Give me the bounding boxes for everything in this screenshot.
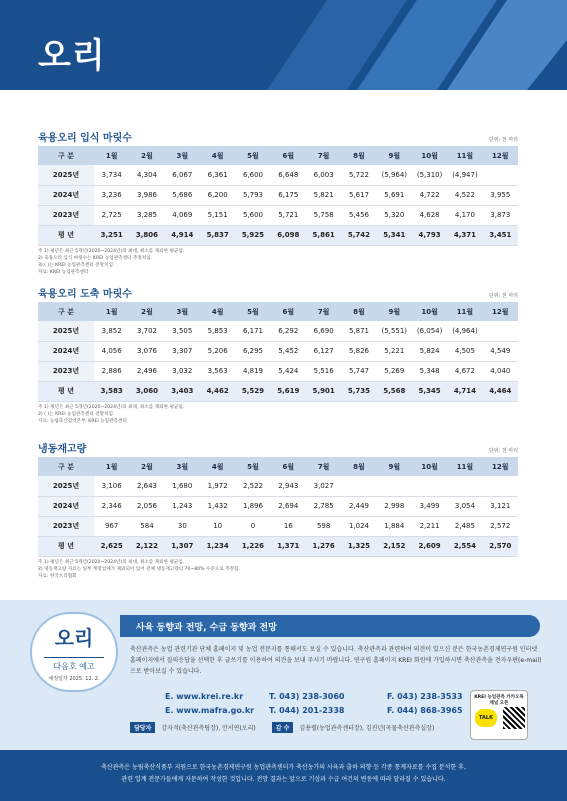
table-cell: 6,361 — [200, 165, 235, 185]
table-cell: 3,852 — [94, 321, 129, 341]
table-cell: 3,403 — [165, 381, 200, 401]
table-cell: 3,734 — [94, 165, 129, 185]
table-cell — [483, 321, 518, 341]
note-line: 자료: 한국오리협회 — [38, 573, 77, 579]
info-paragraph: 축산관측은 농업 관련기관 단체 홈페이지 및 농업 전문지를 통해서도 보실 수 있습니다. 축산관측과 관련하여 의견이 있으신 분은 한국농촌경제연구원 인터넷 홈페이지에서 질의응답을 선택한 후 글쓰기를 이용하여 의견을 보내 주시기 바랍니다. 연구원 홈페이지 KREI 회원에 가입하시면 축산관측을 전자우편(e-mail)으로 받아보실 수 있습니다. — [130, 646, 542, 675]
table-cell: 5,529 — [235, 381, 270, 401]
table-cell: 6,127 — [306, 341, 341, 361]
table-cell: 3,076 — [129, 341, 164, 361]
note-line: 2) 냉동재고량 자료는 일부 계열업체가 제외되어 있어 전체 냉동재고량의 70~80% 수준으로 추정됨. — [38, 566, 240, 572]
table-cell: 3,873 — [483, 205, 518, 225]
header-decoration — [267, 0, 567, 90]
column-header: 12월 — [483, 457, 518, 476]
table-cell: 3,027 — [306, 476, 341, 496]
table-cell — [412, 476, 447, 496]
contacts — [165, 690, 463, 718]
staff-names: 강자석(축산관측팀장), 안서연(오리) — [161, 725, 256, 732]
table-cell: 2,056 — [129, 496, 164, 516]
table-cell: 2,449 — [341, 496, 376, 516]
row-label: 2023년 — [38, 361, 94, 381]
footer — [0, 750, 567, 801]
column-header: 2월 — [129, 302, 164, 321]
row-label: 2023년 — [38, 516, 94, 536]
column-header: 11월 — [447, 457, 482, 476]
footer-line-1: 축산관측은 농림축산식품부 지원으로 한국농촌경제연구원 농업관측센터가 축산농가의 사육과 출하 의향 등 각종 통계자료를 수집 분석한 후, — [101, 764, 466, 771]
table-cell: (5,964) — [377, 165, 412, 185]
column-header: 5월 — [235, 146, 270, 165]
table-cell: 2,886 — [94, 361, 129, 381]
row-label: 2024년 — [38, 496, 94, 516]
badge-title: 오리 — [54, 626, 94, 650]
column-header: 8월 — [341, 302, 376, 321]
table-section — [38, 288, 518, 425]
column-header: 1월 — [94, 302, 129, 321]
table-cell: 2,643 — [129, 476, 164, 496]
table-cell: 2,496 — [129, 361, 164, 381]
table-cell: 6,295 — [235, 341, 270, 361]
column-header: 10월 — [412, 302, 447, 321]
column-header: 구 분 — [38, 302, 94, 321]
table-row — [38, 536, 518, 556]
column-header: 구 분 — [38, 457, 94, 476]
table-cell: 3,986 — [129, 185, 164, 205]
table-cell: 3,285 — [129, 205, 164, 225]
table-cell: 3,505 — [165, 321, 200, 341]
table-cell: 3,451 — [483, 225, 518, 245]
table-cell: 6,200 — [200, 185, 235, 205]
table-cell: 967 — [94, 516, 129, 536]
table-cell: 5,824 — [412, 341, 447, 361]
table-cell: 1,884 — [377, 516, 412, 536]
table-cell: 16 — [271, 516, 306, 536]
kakao-talk-icon: TALK — [475, 709, 497, 727]
table-cell: 3,251 — [94, 225, 129, 245]
column-header: 4월 — [200, 146, 235, 165]
fax-krei: F. 043) 238-3533 — [387, 692, 463, 701]
table-row — [38, 185, 518, 205]
table-section — [38, 132, 518, 276]
table-notes — [38, 404, 518, 425]
table-cell: 3,499 — [412, 496, 447, 516]
table-cell: 5,742 — [341, 225, 376, 245]
table-cell: 2,152 — [377, 536, 412, 556]
table-cell: 4,793 — [412, 225, 447, 245]
table-cell: 3,563 — [200, 361, 235, 381]
table-cell: 5,686 — [165, 185, 200, 205]
table-notes — [38, 248, 518, 276]
table-cell: 598 — [306, 516, 341, 536]
table-cell: 4,371 — [447, 225, 482, 245]
table-cell: 2,943 — [271, 476, 306, 496]
review-label: 감 수 — [272, 722, 294, 733]
column-header: 9월 — [377, 146, 412, 165]
table-cell: 5,516 — [306, 361, 341, 381]
note-line: 자료: 농림축산검역본부, KREI 농업관측센터 — [38, 418, 127, 424]
table-row — [38, 165, 518, 185]
table-cell: 6,003 — [306, 165, 341, 185]
table-cell: 4,464 — [483, 381, 518, 401]
table-row — [38, 361, 518, 381]
table-cell: 3,121 — [483, 496, 518, 516]
row-label: 평 년 — [38, 536, 94, 556]
table-header-row — [38, 146, 518, 165]
column-header: 6월 — [271, 146, 306, 165]
table-cell: 5,826 — [341, 341, 376, 361]
table-title: 냉동재고량 — [38, 444, 87, 455]
table-section — [38, 443, 518, 580]
badge-date: 예정일자 2025. 12. 2. — [48, 676, 100, 682]
table-cell: 1,371 — [271, 536, 306, 556]
table-cell: 5,853 — [200, 321, 235, 341]
table-cell — [447, 476, 482, 496]
column-header: 4월 — [200, 302, 235, 321]
table-header-row — [38, 302, 518, 321]
table-cell: 4,672 — [447, 361, 482, 381]
table-unit: 단위: 천 마리 — [488, 448, 518, 454]
row-label: 2025년 — [38, 165, 94, 185]
data-table — [38, 302, 518, 402]
footer-line-2: 관련 업계 전문가들에게 자문하여 작성한 것입니다. 전망 결과는 앞으로 기상과 수급 여건의 변동에 따라 달라질 수 있습니다. — [121, 776, 446, 783]
table-cell: 3,106 — [94, 476, 129, 496]
column-header: 11월 — [447, 302, 482, 321]
table-cell: 5,747 — [341, 361, 376, 381]
table-title: 육용오리 도축 마릿수 — [38, 289, 132, 300]
column-header: 12월 — [483, 146, 518, 165]
table-cell: 6,098 — [271, 225, 306, 245]
column-header: 3월 — [165, 457, 200, 476]
table-cell: 1,896 — [235, 496, 270, 516]
phone-mafra: T. 044) 201-2338 — [269, 706, 345, 715]
table-cell: 5,735 — [341, 381, 376, 401]
table-unit: 단위: 천 마리 — [488, 137, 518, 143]
table-cell: 3,236 — [94, 185, 129, 205]
note-line: 자료: KREI 농업관측센터 — [38, 269, 89, 275]
kakao-label: KREI 농업관측 카카오톡 채널 오픈 — [474, 695, 524, 706]
phone-krei: T. 043) 238-3060 — [269, 692, 345, 701]
table-cell: 2,522 — [235, 476, 270, 496]
table-cell: 4,170 — [447, 205, 482, 225]
table-cell: 2,122 — [129, 536, 164, 556]
table-cell: 2,694 — [271, 496, 306, 516]
table-cell: 2,625 — [94, 536, 129, 556]
table-cell: 5,619 — [271, 381, 306, 401]
next-issue-topics: 사육 동향과 전망, 수급 동향과 전망 — [136, 623, 277, 633]
table-cell: 1,024 — [341, 516, 376, 536]
table-cell: 5,452 — [271, 341, 306, 361]
table-cell: 3,307 — [165, 341, 200, 361]
table-row — [38, 381, 518, 401]
note-line: 2) ( )는 KREI 농업관측센터 전망치임. — [38, 411, 115, 417]
note-line: 3) ( )는 KREI 농업관측센터 전망치임. — [38, 262, 115, 268]
column-header: 1월 — [94, 457, 129, 476]
page-header — [0, 0, 567, 90]
next-issue-bar — [120, 615, 540, 637]
table-cell: 30 — [165, 516, 200, 536]
column-header: 6월 — [271, 457, 306, 476]
table-cell: 3,060 — [129, 381, 164, 401]
table-cell: 6,600 — [235, 165, 270, 185]
table-cell: (4,964) — [447, 321, 482, 341]
table-cell: 2,211 — [412, 516, 447, 536]
table-cell: 4,914 — [165, 225, 200, 245]
table-cell: 4,505 — [447, 341, 482, 361]
column-header: 9월 — [377, 302, 412, 321]
table-cell: (4,947) — [447, 165, 482, 185]
table-cell: 4,462 — [200, 381, 235, 401]
table-cell: 3,032 — [165, 361, 200, 381]
table-cell: 5,269 — [377, 361, 412, 381]
table-notes — [38, 559, 518, 580]
kakao-channel-box[interactable] — [470, 690, 528, 740]
staff-line — [130, 722, 434, 733]
table-cell: 2,725 — [94, 205, 129, 225]
column-header: 2월 — [129, 146, 164, 165]
note-line: 주 1) 평년은 최근 5개년(2020~2024년)의 최대, 최소를 제외한 평균임. — [38, 404, 185, 410]
table-cell: 1,226 — [235, 536, 270, 556]
table-cell: 3,583 — [94, 381, 129, 401]
column-header: 10월 — [412, 457, 447, 476]
table-cell: 3,806 — [129, 225, 164, 245]
column-header: 구 분 — [38, 146, 94, 165]
table-cell: 2,572 — [483, 516, 518, 536]
table-cell — [377, 476, 412, 496]
column-header: 4월 — [200, 457, 235, 476]
table-cell: 1,243 — [165, 496, 200, 516]
table-cell: 4,069 — [165, 205, 200, 225]
table-cell: 1,325 — [341, 536, 376, 556]
table-cell: 5,320 — [377, 205, 412, 225]
fax-mafra: F. 044) 868-3965 — [387, 706, 463, 715]
row-label: 2023년 — [38, 205, 94, 225]
note-line: 주 1) 평년은 최근 5개년(2020~2024년)의 최대, 최소를 제외한 평균임. — [38, 248, 185, 254]
data-table — [38, 146, 518, 246]
table-cell: 4,628 — [412, 205, 447, 225]
page-title: 오리 — [38, 36, 106, 76]
table-cell: 5,600 — [235, 205, 270, 225]
table-cell: 6,171 — [235, 321, 270, 341]
row-label: 2024년 — [38, 185, 94, 205]
table-cell: 6,648 — [271, 165, 306, 185]
column-header: 9월 — [377, 457, 412, 476]
table-cell: (5,310) — [412, 165, 447, 185]
column-header: 12월 — [483, 302, 518, 321]
table-cell: 6,292 — [271, 321, 306, 341]
table-cell: 1,307 — [165, 536, 200, 556]
table-cell: 5,341 — [377, 225, 412, 245]
table-cell: 0 — [235, 516, 270, 536]
table-cell: 4,819 — [235, 361, 270, 381]
table-cell: 2,785 — [306, 496, 341, 516]
table-cell: 5,456 — [341, 205, 376, 225]
table-cell: 5,925 — [235, 225, 270, 245]
table-cell: 5,617 — [341, 185, 376, 205]
column-header: 7월 — [306, 457, 341, 476]
column-header: 10월 — [412, 146, 447, 165]
table-cell: 5,722 — [341, 165, 376, 185]
table-cell: 6,690 — [306, 321, 341, 341]
table-cell: 4,522 — [447, 185, 482, 205]
table-cell: 3,702 — [129, 321, 164, 341]
table-cell: 5,821 — [306, 185, 341, 205]
table-cell: 5,871 — [341, 321, 376, 341]
table-cell: 4,714 — [447, 381, 482, 401]
table-row — [38, 225, 518, 245]
column-header: 3월 — [165, 302, 200, 321]
table-cell: 1,680 — [165, 476, 200, 496]
table-cell: 1,234 — [200, 536, 235, 556]
table-cell: (6,054) — [412, 321, 447, 341]
qr-code-icon — [503, 707, 525, 729]
table-cell: 2,554 — [447, 536, 482, 556]
table-cell: 6,067 — [165, 165, 200, 185]
table-row — [38, 321, 518, 341]
table-cell: 6,175 — [271, 185, 306, 205]
badge-subtitle: 다음호 예고 — [44, 657, 104, 672]
row-label: 2025년 — [38, 476, 94, 496]
website-link-mafra[interactable]: E. www.mafra.go.kr — [165, 706, 255, 715]
table-title: 육용오리 입식 마릿수 — [38, 133, 132, 144]
table-cell: 4,056 — [94, 341, 129, 361]
column-header: 1월 — [94, 146, 129, 165]
table-cell: 4,722 — [412, 185, 447, 205]
note-line: 2) 육용오리 입식 마릿수는 KREI 농업관측센터 추정치임. — [38, 255, 153, 261]
table-cell: 2,998 — [377, 496, 412, 516]
column-header: 7월 — [306, 146, 341, 165]
table-cell: 4,040 — [483, 361, 518, 381]
row-label: 평 년 — [38, 225, 94, 245]
table-cell: 2,485 — [447, 516, 482, 536]
column-header: 3월 — [165, 146, 200, 165]
table-cell — [483, 165, 518, 185]
table-cell: 5,721 — [271, 205, 306, 225]
table-cell: 4,549 — [483, 341, 518, 361]
website-link-krei[interactable]: E. www.krei.re.kr — [165, 692, 244, 701]
review-names: 김용렬(농업관측센터장), 김진년(곡물축산관측실장) — [299, 725, 435, 732]
table-cell: 2,570 — [483, 536, 518, 556]
table-cell: 5,348 — [412, 361, 447, 381]
column-header: 8월 — [341, 146, 376, 165]
table-cell: 5,221 — [377, 341, 412, 361]
table-cell: 5,861 — [306, 225, 341, 245]
table-row — [38, 476, 518, 496]
row-label: 2025년 — [38, 321, 94, 341]
table-cell: 1,276 — [306, 536, 341, 556]
table-cell: 3,955 — [483, 185, 518, 205]
table-cell: 3,054 — [447, 496, 482, 516]
column-header: 7월 — [306, 302, 341, 321]
table-cell: 5,151 — [200, 205, 235, 225]
column-header: 5월 — [235, 457, 270, 476]
table-cell: 5,758 — [306, 205, 341, 225]
table-cell — [483, 476, 518, 496]
table-cell: 5,424 — [271, 361, 306, 381]
table-cell: 1,432 — [200, 496, 235, 516]
table-cell: 5,568 — [377, 381, 412, 401]
table-header-row — [38, 457, 518, 476]
column-header: 11월 — [447, 146, 482, 165]
next-issue-badge — [30, 612, 118, 692]
column-header: 5월 — [235, 302, 270, 321]
table-cell: 5,901 — [306, 381, 341, 401]
note-line: 주 1) 평년은 최근 5개년(2020~2024년)의 최대, 최소를 제외한 평균임. — [38, 559, 185, 565]
table-cell: 4,304 — [129, 165, 164, 185]
table-cell: 5,345 — [412, 381, 447, 401]
data-table — [38, 457, 518, 557]
column-header: 6월 — [271, 302, 306, 321]
table-cell: 5,206 — [200, 341, 235, 361]
table-cell: 2,609 — [412, 536, 447, 556]
row-label: 2024년 — [38, 341, 94, 361]
staff-label: 담당자 — [130, 722, 155, 733]
table-row — [38, 496, 518, 516]
table-cell: (5,551) — [377, 321, 412, 341]
column-header: 2월 — [129, 457, 164, 476]
table-cell: 5,837 — [200, 225, 235, 245]
table-cell: 2,346 — [94, 496, 129, 516]
column-header: 8월 — [341, 457, 376, 476]
table-row — [38, 516, 518, 536]
table-cell: 5,691 — [377, 185, 412, 205]
table-cell — [341, 476, 376, 496]
table-unit: 단위: 천 마리 — [488, 293, 518, 299]
table-cell: 584 — [129, 516, 164, 536]
table-cell: 5,793 — [235, 185, 270, 205]
table-row — [38, 205, 518, 225]
row-label: 평 년 — [38, 381, 94, 401]
table-cell: 1,972 — [200, 476, 235, 496]
table-cell: 10 — [200, 516, 235, 536]
table-row — [38, 341, 518, 361]
